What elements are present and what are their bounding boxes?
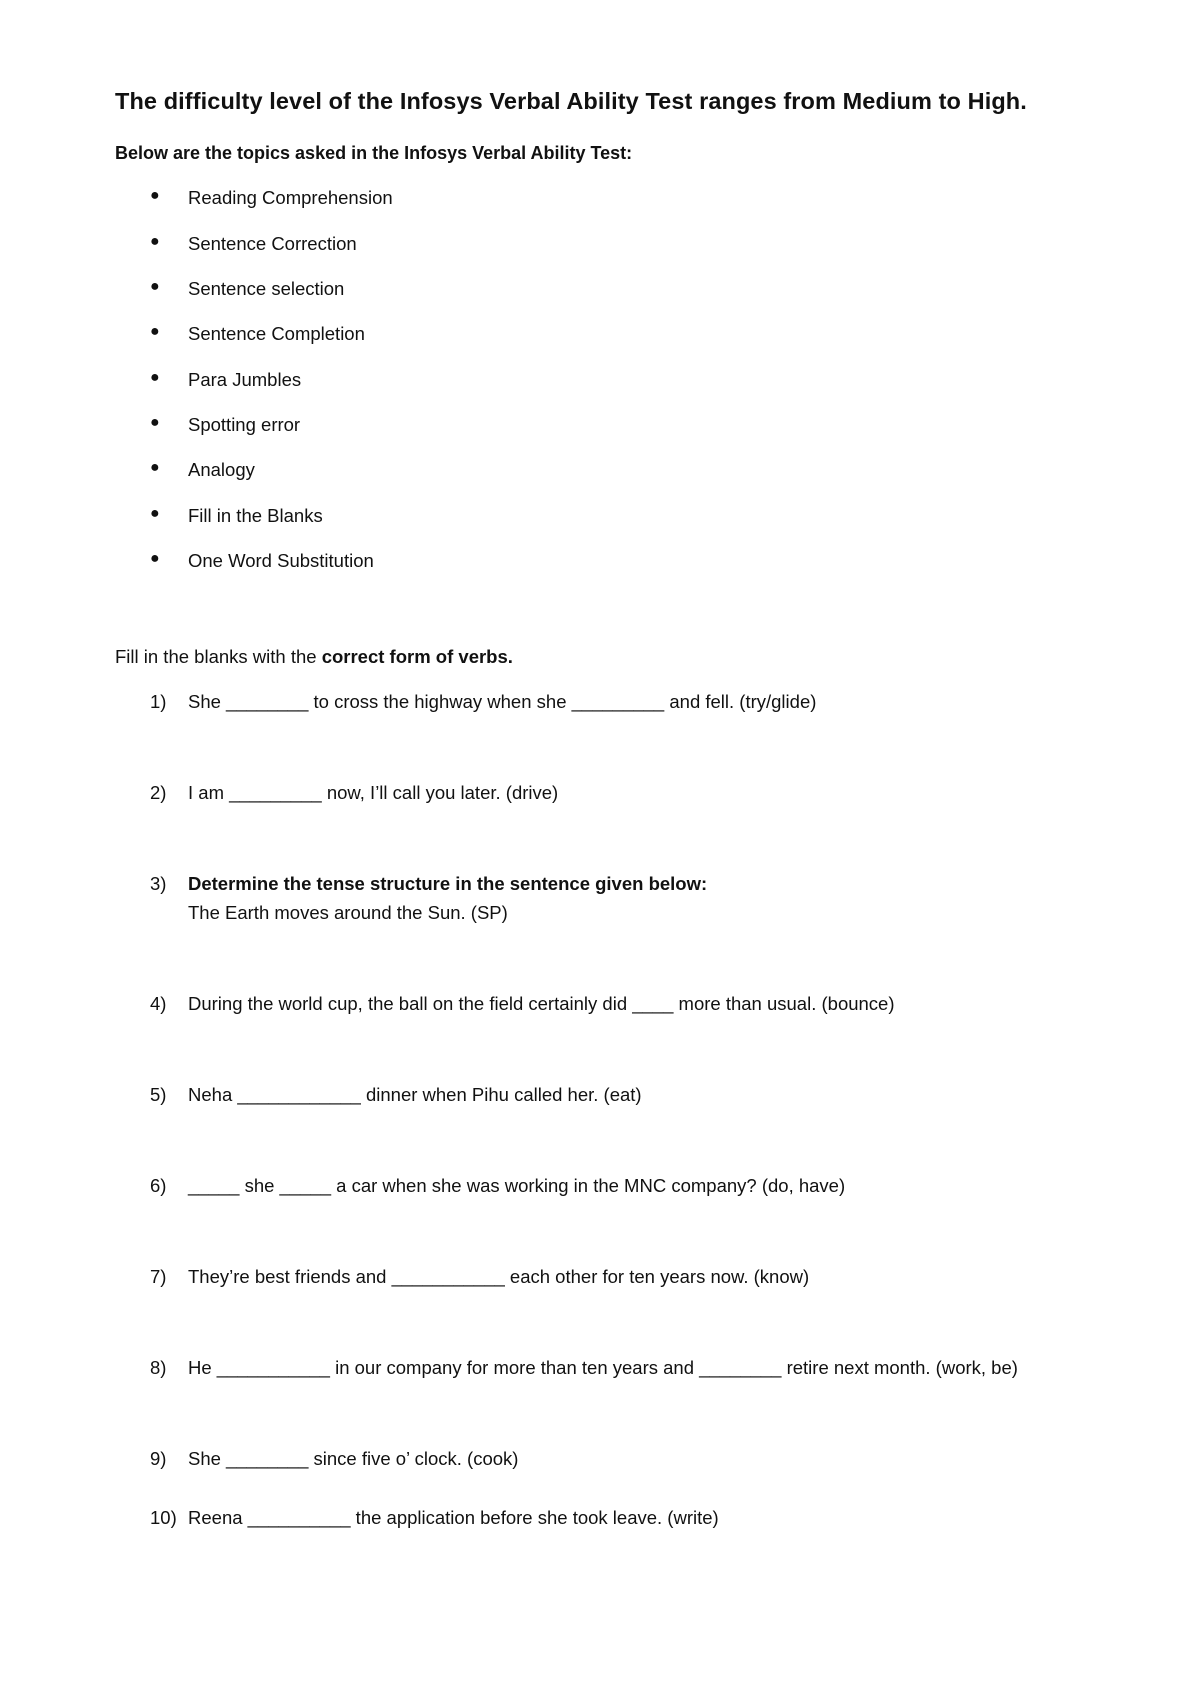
question-text: She ________ to cross the highway when she _________ and fell. (try/glide) bbox=[188, 691, 817, 712]
question-text: She ________ since five o’ clock. (cook) bbox=[188, 1448, 519, 1469]
topic-label: Sentence selection bbox=[188, 278, 345, 299]
instruction-emphasis: correct form of verbs. bbox=[321, 646, 513, 667]
question-number: 2) bbox=[150, 782, 167, 803]
question-text: They’re best friends and ___________ each other for ten years now. (know) bbox=[188, 1266, 810, 1287]
question-number: 10) bbox=[150, 1507, 177, 1528]
question-number: 3) bbox=[150, 873, 167, 894]
bullet-icon: ● bbox=[150, 369, 160, 386]
topics-heading: Below are the topics asked in the Infosys Verbal Ability Test: bbox=[115, 143, 633, 163]
topic-label: Fill in the Blanks bbox=[188, 505, 323, 526]
bullet-icon: ● bbox=[150, 414, 160, 431]
topic-label: One Word Substitution bbox=[188, 550, 374, 571]
bullet-icon: ● bbox=[150, 550, 160, 567]
question-number: 9) bbox=[150, 1448, 167, 1469]
question-number: 4) bbox=[150, 993, 167, 1014]
question-text: Determine the tense structure in the sentence given below: bbox=[188, 873, 708, 894]
topic-label: Reading Comprehension bbox=[188, 187, 393, 208]
question-text: Reena __________ the application before she took leave. (write) bbox=[188, 1507, 719, 1528]
page-title: The difficulty level of the Infosys Verbal Ability Test ranges from Medium to High. bbox=[115, 88, 1027, 114]
bullet-icon: ● bbox=[150, 233, 160, 250]
topic-label: Sentence Correction bbox=[188, 233, 357, 254]
bullet-icon: ● bbox=[150, 459, 160, 476]
question-number: 1) bbox=[150, 691, 167, 712]
topic-label: Para Jumbles bbox=[188, 369, 302, 390]
question-number: 6) bbox=[150, 1175, 167, 1196]
topic-label: Sentence Completion bbox=[188, 323, 365, 344]
exercise-instruction bbox=[115, 646, 513, 668]
question-subtext: The Earth moves around the Sun. (SP) bbox=[188, 902, 508, 923]
question-text: I am _________ now, I’ll call you later. (drive) bbox=[188, 782, 559, 803]
question-text: During the world cup, the ball on the field certainly did ____ more than usual. (bounce) bbox=[188, 993, 895, 1014]
topic-label: Spotting error bbox=[188, 414, 301, 435]
bullet-icon: ● bbox=[150, 323, 160, 340]
question-text: He ___________ in our company for more than ten years and ________ retire next month. (work, be) bbox=[188, 1357, 1018, 1378]
question-text: Neha ____________ dinner when Pihu called her. (eat) bbox=[188, 1084, 642, 1105]
question-text: _____ she _____ a car when she was working in the MNC company? (do, have) bbox=[188, 1175, 846, 1196]
bullet-icon: ● bbox=[150, 187, 160, 204]
question-number: 5) bbox=[150, 1084, 167, 1105]
instruction-text: Fill in the blanks with the bbox=[115, 646, 322, 667]
question-number: 8) bbox=[150, 1357, 167, 1378]
bullet-icon: ● bbox=[150, 278, 160, 295]
question-number: 7) bbox=[150, 1266, 167, 1287]
bullet-icon: ● bbox=[150, 505, 160, 522]
topic-label: Analogy bbox=[188, 459, 255, 480]
